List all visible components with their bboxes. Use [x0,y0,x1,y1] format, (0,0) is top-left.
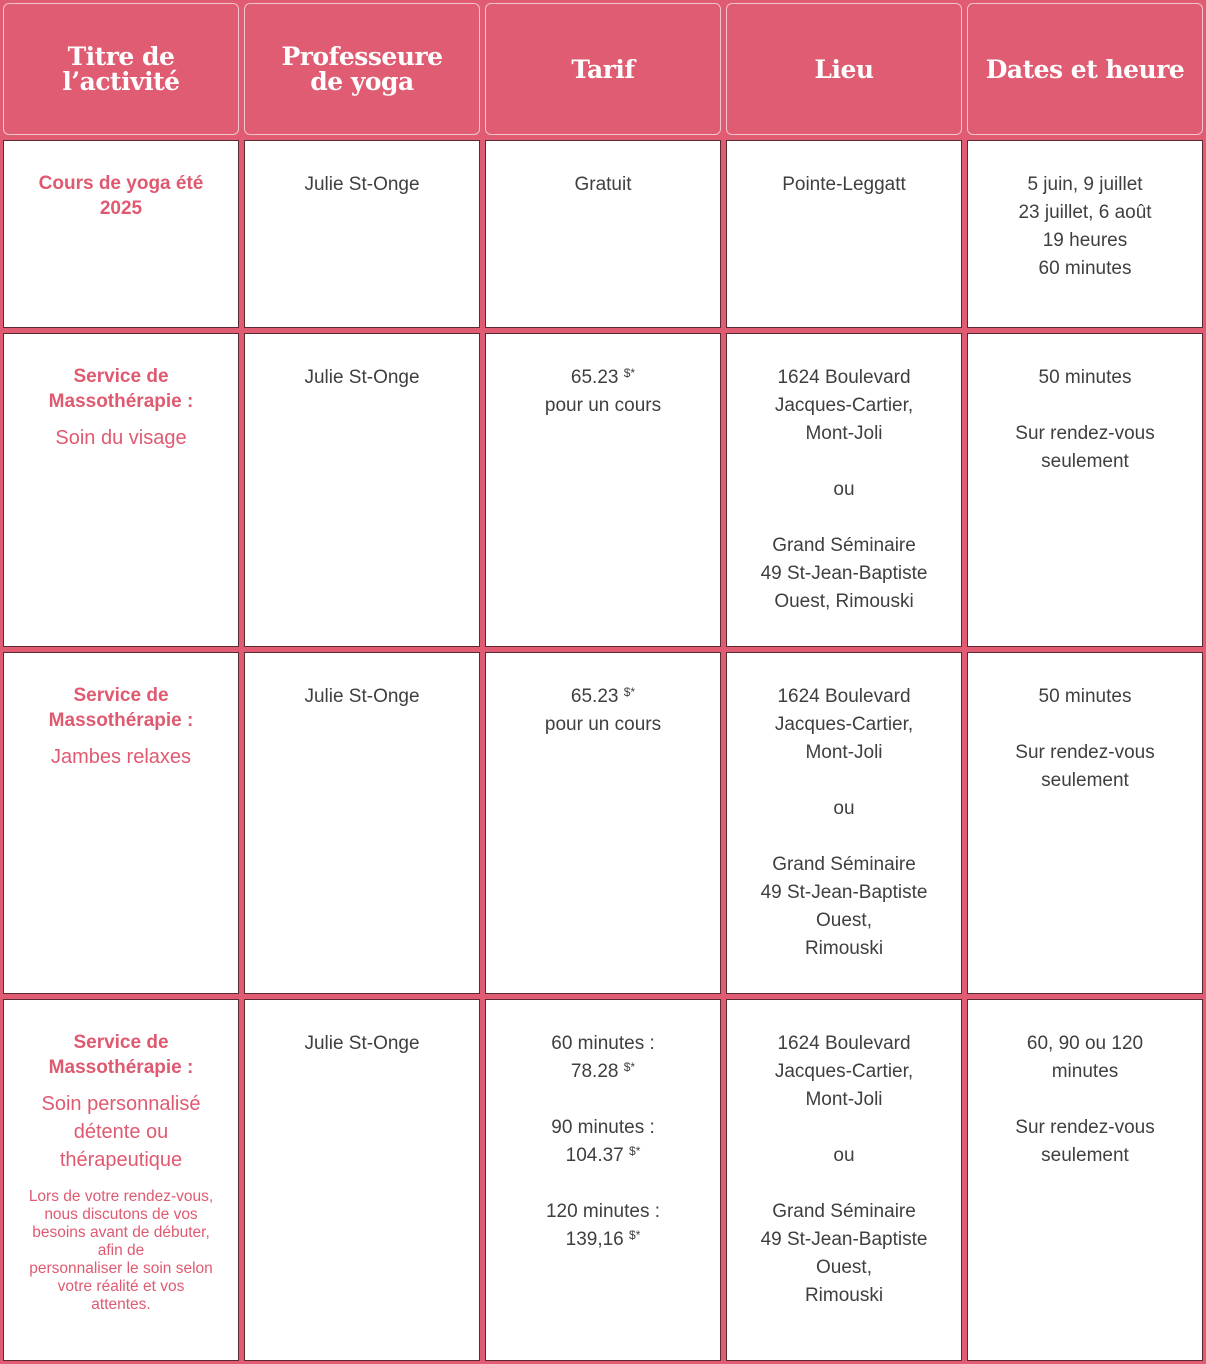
row4-price-cell [485,999,721,1361]
row3-title-line: Massothérapie : [48,710,194,731]
row4-price-unit: $* [629,1228,641,1242]
row1-place-cell [726,140,962,328]
row2-place-cell [726,333,962,647]
row4-appointment-line: seulement [1041,1145,1129,1166]
row4-price-value: 104.37 [565,1145,624,1166]
row3-dates-cell [967,652,1203,994]
row1-duration-line: 60 minutes [1038,258,1132,279]
row2-title [4,364,238,414]
row2-price-cell [485,333,721,647]
row3-price-note: pour un cours [544,714,662,735]
row2-place-a-line: Mont-Joli [805,423,883,444]
row4-subtitle-line: détente ou [73,1121,169,1143]
row4-duration-line: minutes [1051,1061,1119,1082]
row4-note-line: besoins avant de débuter, [32,1224,210,1241]
row1-teacher: Julie St-Onge [304,174,420,195]
row4-place-or: ou [833,1145,855,1166]
row2-duration: 50 minutes [1038,367,1132,388]
row2-subtitle: Soin du visage [55,427,187,449]
row4-place-b-line: Grand Séminaire [772,1201,916,1222]
row4-price-unit: $* [629,1144,641,1158]
row4-subtitle-line: Soin personnalisé [41,1093,201,1115]
row4-note-line: attentes. [91,1296,151,1313]
header-teacher-line: de yoga [310,67,414,96]
header-title-line: Titre de [67,42,175,71]
row3-appointment-line: Sur rendez-vous [1015,742,1155,763]
header-place [726,3,962,135]
row2-appointment-line: Sur rendez-vous [1015,423,1155,444]
row3-appointment-line: seulement [1041,770,1129,791]
row4-price-unit: $* [623,1060,636,1074]
row2-teacher: Julie St-Onge [304,367,420,388]
row2-price-value: 65.23 [570,367,619,388]
row1-title [4,171,238,221]
row4-teacher-cell [244,999,480,1361]
row4-price-value: 78.28 [570,1061,619,1082]
row4-price [486,1058,720,1086]
header-title-line: l’activité [62,67,180,96]
row2-title-line: Service de [73,366,169,387]
row4-place-cell [726,999,962,1361]
row3-place-or: ou [833,798,855,819]
row1-price: Gratuit [574,174,632,195]
row3-place-b-line: Grand Séminaire [772,854,916,875]
row3-price [486,683,720,711]
row4-dates-cell [967,999,1203,1361]
row4-price-label: 90 minutes : [551,1117,655,1138]
header-dates [967,3,1203,135]
row4-note-line: afin de [97,1242,145,1259]
row2-dates-cell [967,333,1203,647]
header-price [485,3,721,135]
row3-place-a-line: 1624 Boulevard [777,686,911,707]
row3-duration: 50 minutes [1038,686,1132,707]
row4-teacher: Julie St-Onge [304,1033,420,1054]
row4-subtitle [4,1090,238,1174]
row3-subtitle: Jambes relaxes [50,746,192,768]
row3-place-b-line: Rimouski [804,938,884,959]
row1-date-line: 23 juillet, 6 août [1018,202,1152,223]
row4-subtitle-line: thérapeutique [59,1149,183,1171]
row1-date-line: 5 juin, 9 juillet [1027,174,1143,195]
row1-time-line: 19 heures [1042,230,1128,251]
row4-price-label: 60 minutes : [551,1033,655,1054]
row4-title [4,1030,238,1080]
row4-place-b-line: Rimouski [804,1285,884,1306]
header-teacher-line: Professeure [281,42,443,71]
row4-note-line: Lors de votre rendez-vous, [28,1188,214,1205]
row1-title-line: 2025 [99,198,143,219]
row4-note-line: personnaliser le soin selon [29,1260,213,1277]
row2-title-line: Massothérapie : [48,391,194,412]
row3-place-b-line: 49 St-Jean-Baptiste [760,882,928,903]
header-teacher [244,3,480,135]
row2-price-unit: $* [623,366,636,380]
row1-place: Pointe-Leggatt [782,174,906,195]
row3-teacher: Julie St-Onge [304,686,420,707]
row4-place-b-line: Ouest, [816,1257,872,1278]
row4-title-line: Service de [73,1032,169,1053]
row3-price-cell [485,652,721,994]
row3-price-unit: $* [623,685,636,699]
row2-teacher-cell [244,333,480,647]
header-place-label: Lieu [814,54,874,84]
row3-place-cell [726,652,962,994]
row3-price-value: 65.23 [570,686,619,707]
row1-price-cell [485,140,721,328]
row4-title-line: Massothérapie : [48,1057,194,1078]
row1-title-line: Cours de yoga été [38,173,204,194]
row1-dates-cell [967,140,1203,328]
row2-place-a-line: 1624 Boulevard [777,367,911,388]
row4-note [4,1188,238,1314]
row4-price [486,1226,720,1254]
row2-place-b-line: 49 St-Jean-Baptiste [760,563,928,584]
header-dates-label: Dates et heure [985,54,1185,84]
row2-place-b-line: Grand Séminaire [772,535,916,556]
row3-teacher-cell [244,652,480,994]
row4-note-line: votre réalité et vos [57,1278,185,1295]
row2-price [486,364,720,392]
row3-place-a-line: Mont-Joli [805,742,883,763]
row4-duration-line: 60, 90 ou 120 [1026,1033,1144,1054]
row1-teacher-cell [244,140,480,328]
row2-price-note: pour un cours [544,395,662,416]
row3-title-line: Service de [73,685,169,706]
header-title [3,3,239,135]
row4-appointment-line: Sur rendez-vous [1015,1117,1155,1138]
row4-price-value: 139,16 [565,1229,624,1250]
row2-place-b-line: Ouest, Rimouski [774,591,914,612]
row2-place-a-line: Jacques-Cartier, [774,395,914,416]
row3-place-a-line: Jacques-Cartier, [774,714,914,735]
row3-place-b-line: Ouest, [816,910,872,931]
row2-title-cell [3,333,239,647]
row4-price [486,1142,720,1170]
row4-price-label: 120 minutes : [545,1201,661,1222]
row4-note-line: nous discutons de vos [44,1206,198,1223]
row1-title-cell [3,140,239,328]
row4-place-a-line: Jacques-Cartier, [774,1061,914,1082]
row3-title [4,683,238,733]
row3-title-cell [3,652,239,994]
row4-place-a-line: 1624 Boulevard [777,1033,911,1054]
row2-place-or: ou [833,479,855,500]
row4-title-cell [3,999,239,1361]
header-price-label: Tarif [571,54,635,84]
row2-appointment-line: seulement [1041,451,1129,472]
row4-place-b-line: 49 St-Jean-Baptiste [760,1229,928,1250]
row4-place-a-line: Mont-Joli [805,1089,883,1110]
